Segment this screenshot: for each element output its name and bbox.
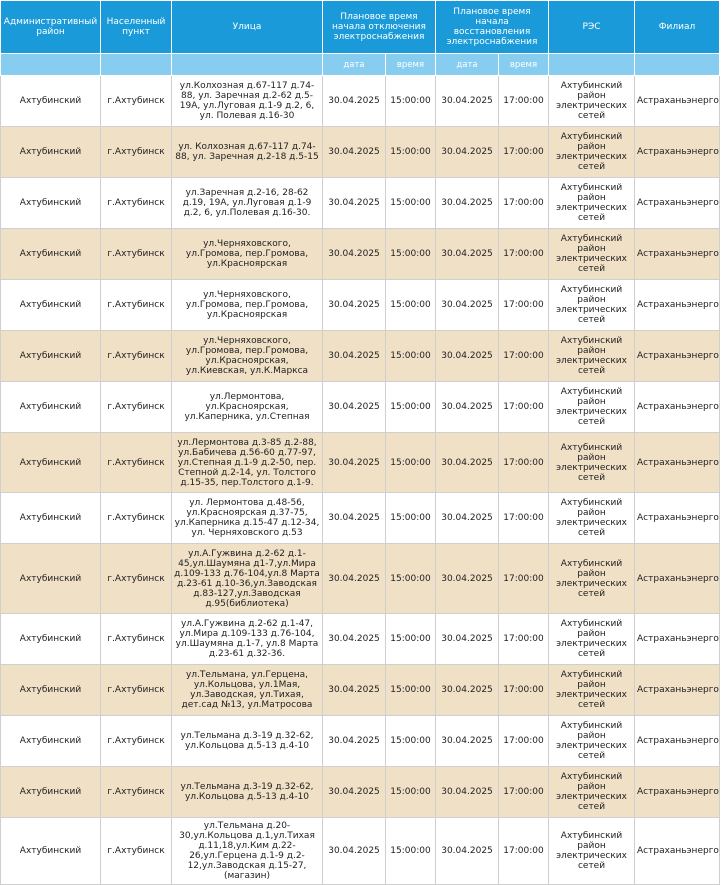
off-date-cell: 30.04.2025 xyxy=(323,433,386,493)
res-cell: Ахтубинский район электрических сетей xyxy=(549,614,635,665)
street-cell: ул.Черняховского, ул.Громова, пер.Громова, ул.Красноярская xyxy=(172,229,323,280)
on-time-cell: 17:00:00 xyxy=(499,280,549,331)
street-cell: ул.Тельмана, ул.Герцена, ул.Кольцова, ул.1Мая, ул.Заводская, ул.Тихая, дет.сад №13, ул.Матросова xyxy=(172,665,323,716)
on-date-cell: 30.04.2025 xyxy=(436,614,499,665)
table-row xyxy=(1,229,720,280)
off-time-cell: 15:00:00 xyxy=(386,178,436,229)
res-cell: Ахтубинский район электрических сетей xyxy=(549,818,635,885)
branch-cell: Астраханьэнерго xyxy=(635,767,720,818)
locality-cell: г.Ахтубинск xyxy=(101,229,172,280)
on-date-cell: 30.04.2025 xyxy=(436,493,499,544)
district-cell: Ахтубинский xyxy=(1,382,101,433)
district-cell: Ахтубинский xyxy=(1,544,101,614)
on-date-cell: 30.04.2025 xyxy=(436,716,499,767)
locality-cell: г.Ахтубинск xyxy=(101,433,172,493)
res-cell: Ахтубинский район электрических сетей xyxy=(549,544,635,614)
off-date-cell: 30.04.2025 xyxy=(323,544,386,614)
off-time-cell: 15:00:00 xyxy=(386,818,436,885)
district-cell: Ахтубинский xyxy=(1,767,101,818)
street-cell: ул.Тельмана д.3-19 д.32-62, ул.Кольцова д.5-13 д.4-10 xyxy=(172,716,323,767)
off-date-cell: 30.04.2025 xyxy=(323,280,386,331)
on-time-cell: 17:00:00 xyxy=(499,433,549,493)
district-cell: Ахтубинский xyxy=(1,280,101,331)
table-row xyxy=(1,331,720,382)
off-date-cell: 30.04.2025 xyxy=(323,493,386,544)
on-date-cell: 30.04.2025 xyxy=(436,665,499,716)
res-cell: Ахтубинский район электрических сетей xyxy=(549,331,635,382)
table-row xyxy=(1,818,720,885)
on-time-cell: 17:00:00 xyxy=(499,614,549,665)
on-date-cell: 30.04.2025 xyxy=(436,280,499,331)
off-time-cell: 15:00:00 xyxy=(386,127,436,178)
res-cell: Ахтубинский район электрических сетей xyxy=(549,229,635,280)
off-time-cell: 15:00:00 xyxy=(386,767,436,818)
branch-cell: Астраханьэнерго xyxy=(635,665,720,716)
off-time-cell: 15:00:00 xyxy=(386,433,436,493)
locality-cell: г.Ахтубинск xyxy=(101,614,172,665)
table-row xyxy=(1,493,720,544)
locality-cell: г.Ахтубинск xyxy=(101,716,172,767)
branch-cell: Астраханьэнерго xyxy=(635,433,720,493)
table-row xyxy=(1,544,720,614)
header-street: Улица xyxy=(172,1,323,54)
branch-cell: Астраханьэнерго xyxy=(635,716,720,767)
street-cell: ул.Лермонтова, ул.Красноярская, ул.Каперника, ул.Степная xyxy=(172,382,323,433)
table-row xyxy=(1,716,720,767)
on-date-cell: 30.04.2025 xyxy=(436,818,499,885)
branch-cell: Астраханьэнерго xyxy=(635,229,720,280)
district-cell: Ахтубинский xyxy=(1,614,101,665)
off-time-cell: 15:00:00 xyxy=(386,614,436,665)
subheader-empty xyxy=(172,54,323,76)
on-time-cell: 17:00:00 xyxy=(499,716,549,767)
on-date-cell: 30.04.2025 xyxy=(436,76,499,127)
district-cell: Ахтубинский xyxy=(1,665,101,716)
off-date-cell: 30.04.2025 xyxy=(323,716,386,767)
subheader-empty xyxy=(101,54,172,76)
locality-cell: г.Ахтубинск xyxy=(101,331,172,382)
locality-cell: г.Ахтубинск xyxy=(101,818,172,885)
on-time-cell: 17:00:00 xyxy=(499,665,549,716)
off-date-cell: 30.04.2025 xyxy=(323,127,386,178)
street-cell: ул.Заречная д.2-16, 28-62 д.19, 19А, ул.Луговая д.1-9 д.2, 6, ул.Полевая д.16-30. xyxy=(172,178,323,229)
locality-cell: г.Ахтубинск xyxy=(101,382,172,433)
table-row xyxy=(1,127,720,178)
header-district: Административный район xyxy=(1,1,101,54)
subheader-off-time: время xyxy=(386,54,436,76)
off-time-cell: 15:00:00 xyxy=(386,76,436,127)
on-time-cell: 17:00:00 xyxy=(499,178,549,229)
street-cell: ул.Колхозная д.67-117 д.74-88, ул. Заречная д.2-62 д.5-19А, ул.Луговая д.1-9 д.2, 6, ул. Полевая д.16-30 xyxy=(172,76,323,127)
res-cell: Ахтубинский район электрических сетей xyxy=(549,493,635,544)
street-cell: ул.А.Гужвина д.2-62 д.1-47, ул.Мира д.109-133 д.76-104, ул.Шаумяна д.1-7, ул.8 Марта д.23-61 д.32-36. xyxy=(172,614,323,665)
table-row xyxy=(1,178,720,229)
header-off-time: Плановое время начала отключения электроснабжения xyxy=(323,1,436,54)
table-row xyxy=(1,614,720,665)
locality-cell: г.Ахтубинск xyxy=(101,178,172,229)
on-time-cell: 17:00:00 xyxy=(499,229,549,280)
on-date-cell: 30.04.2025 xyxy=(436,229,499,280)
street-cell: ул.А.Гужвина д.2-62 д.1-45,ул.Шаумяна д1-7,ул.Мира д.109-133 д.76-104,ул.8 Марта д.23-61 д.10-36,ул.Заводская д.83-127,ул.Заводская д.95(библиотека) xyxy=(172,544,323,614)
on-date-cell: 30.04.2025 xyxy=(436,382,499,433)
on-time-cell: 17:00:00 xyxy=(499,767,549,818)
res-cell: Ахтубинский район электрических сетей xyxy=(549,280,635,331)
branch-cell: Астраханьэнерго xyxy=(635,280,720,331)
locality-cell: г.Ахтубинск xyxy=(101,665,172,716)
off-time-cell: 15:00:00 xyxy=(386,544,436,614)
subheader-empty xyxy=(635,54,720,76)
street-cell: ул. Лермонтова д.48-56, ул.Красноярская д.37-75, ул.Каперника д.15-47 д.12-34, ул. Черняховского д.53 xyxy=(172,493,323,544)
subheader-empty xyxy=(549,54,635,76)
header-branch: Филиал xyxy=(635,1,720,54)
header-locality: Населенный пункт xyxy=(101,1,172,54)
off-date-cell: 30.04.2025 xyxy=(323,331,386,382)
on-time-cell: 17:00:00 xyxy=(499,331,549,382)
street-cell: ул. Колхозная д.67-117 д.74-88, ул. Заречная д.2-18 д.5-15 xyxy=(172,127,323,178)
table-row xyxy=(1,280,720,331)
off-date-cell: 30.04.2025 xyxy=(323,229,386,280)
off-time-cell: 15:00:00 xyxy=(386,229,436,280)
branch-cell: Астраханьэнерго xyxy=(635,818,720,885)
locality-cell: г.Ахтубинск xyxy=(101,767,172,818)
district-cell: Ахтубинский xyxy=(1,331,101,382)
street-cell: ул.Черняховского, ул.Громова, пер.Громова, ул.Красноярская, ул.Киевская, ул.К.Маркса xyxy=(172,331,323,382)
branch-cell: Астраханьэнерго xyxy=(635,382,720,433)
street-cell: ул.Черняховского, ул.Громова, пер.Громова, ул.Красноярская xyxy=(172,280,323,331)
on-date-cell: 30.04.2025 xyxy=(436,178,499,229)
off-time-cell: 15:00:00 xyxy=(386,493,436,544)
district-cell: Ахтубинский xyxy=(1,76,101,127)
branch-cell: Астраханьэнерго xyxy=(635,127,720,178)
res-cell: Ахтубинский район электрических сетей xyxy=(549,716,635,767)
on-time-cell: 17:00:00 xyxy=(499,76,549,127)
street-cell: ул.Тельмана д.20-30,ул.Кольцова д.1,ул.Тихая д.11,18,ул.Ким д.22-26,ул.Герцена д.1-9 д.2-12,ул.Заводская д.15-27,(магазин) xyxy=(172,818,323,885)
on-date-cell: 30.04.2025 xyxy=(436,331,499,382)
off-date-cell: 30.04.2025 xyxy=(323,614,386,665)
on-date-cell: 30.04.2025 xyxy=(436,767,499,818)
header-on-time: Плановое время начала восстановления электроснабжения xyxy=(436,1,549,54)
locality-cell: г.Ахтубинск xyxy=(101,544,172,614)
off-date-cell: 30.04.2025 xyxy=(323,767,386,818)
district-cell: Ахтубинский xyxy=(1,178,101,229)
locality-cell: г.Ахтубинск xyxy=(101,493,172,544)
res-cell: Ахтубинский район электрических сетей xyxy=(549,665,635,716)
branch-cell: Астраханьэнерго xyxy=(635,76,720,127)
off-date-cell: 30.04.2025 xyxy=(323,76,386,127)
table-body xyxy=(1,76,720,885)
table-row xyxy=(1,433,720,493)
off-date-cell: 30.04.2025 xyxy=(323,665,386,716)
subheader-on-date: дата xyxy=(436,54,499,76)
off-date-cell: 30.04.2025 xyxy=(323,382,386,433)
off-time-cell: 15:00:00 xyxy=(386,716,436,767)
table-row xyxy=(1,382,720,433)
on-date-cell: 30.04.2025 xyxy=(436,544,499,614)
district-cell: Ахтубинский xyxy=(1,229,101,280)
branch-cell: Астраханьэнерго xyxy=(635,331,720,382)
off-date-cell: 30.04.2025 xyxy=(323,178,386,229)
district-cell: Ахтубинский xyxy=(1,818,101,885)
res-cell: Ахтубинский район электрических сетей xyxy=(549,382,635,433)
street-cell: ул.Тельмана д.3-19 д.32-62, ул.Кольцова д.5-13 д.4-10 xyxy=(172,767,323,818)
district-cell: Ахтубинский xyxy=(1,493,101,544)
table-row xyxy=(1,767,720,818)
res-cell: Ахтубинский район электрических сетей xyxy=(549,178,635,229)
off-date-cell: 30.04.2025 xyxy=(323,818,386,885)
branch-cell: Астраханьэнерго xyxy=(635,544,720,614)
off-time-cell: 15:00:00 xyxy=(386,665,436,716)
on-time-cell: 17:00:00 xyxy=(499,544,549,614)
subheader-empty xyxy=(1,54,101,76)
street-cell: ул.Лермонтова д.3-85 д.2-88, ул.Бабичева д.56-60 д.77-97, ул.Степная д.1-9 д.2-50, пер. Степной д.2-14, ул. Толстого д.15-35, пер.Толстого д.1-9. xyxy=(172,433,323,493)
on-date-cell: 30.04.2025 xyxy=(436,433,499,493)
on-date-cell: 30.04.2025 xyxy=(436,127,499,178)
branch-cell: Астраханьэнерго xyxy=(635,493,720,544)
on-time-cell: 17:00:00 xyxy=(499,493,549,544)
district-cell: Ахтубинский xyxy=(1,127,101,178)
header-res: РЭС xyxy=(549,1,635,54)
district-cell: Ахтубинский xyxy=(1,716,101,767)
table-row xyxy=(1,76,720,127)
table-row xyxy=(1,665,720,716)
branch-cell: Астраханьэнерго xyxy=(635,614,720,665)
res-cell: Ахтубинский район электрических сетей xyxy=(549,767,635,818)
off-time-cell: 15:00:00 xyxy=(386,331,436,382)
res-cell: Ахтубинский район электрических сетей xyxy=(549,127,635,178)
off-time-cell: 15:00:00 xyxy=(386,280,436,331)
res-cell: Ахтубинский район электрических сетей xyxy=(549,433,635,493)
subheader-on-time: время xyxy=(499,54,549,76)
on-time-cell: 17:00:00 xyxy=(499,818,549,885)
on-time-cell: 17:00:00 xyxy=(499,127,549,178)
locality-cell: г.Ахтубинск xyxy=(101,280,172,331)
district-cell: Ахтубинский xyxy=(1,433,101,493)
locality-cell: г.Ахтубинск xyxy=(101,127,172,178)
off-time-cell: 15:00:00 xyxy=(386,382,436,433)
subheader-off-date: дата xyxy=(323,54,386,76)
branch-cell: Астраханьэнерго xyxy=(635,178,720,229)
locality-cell: г.Ахтубинск xyxy=(101,76,172,127)
on-time-cell: 17:00:00 xyxy=(499,382,549,433)
res-cell: Ахтубинский район электрических сетей xyxy=(549,76,635,127)
